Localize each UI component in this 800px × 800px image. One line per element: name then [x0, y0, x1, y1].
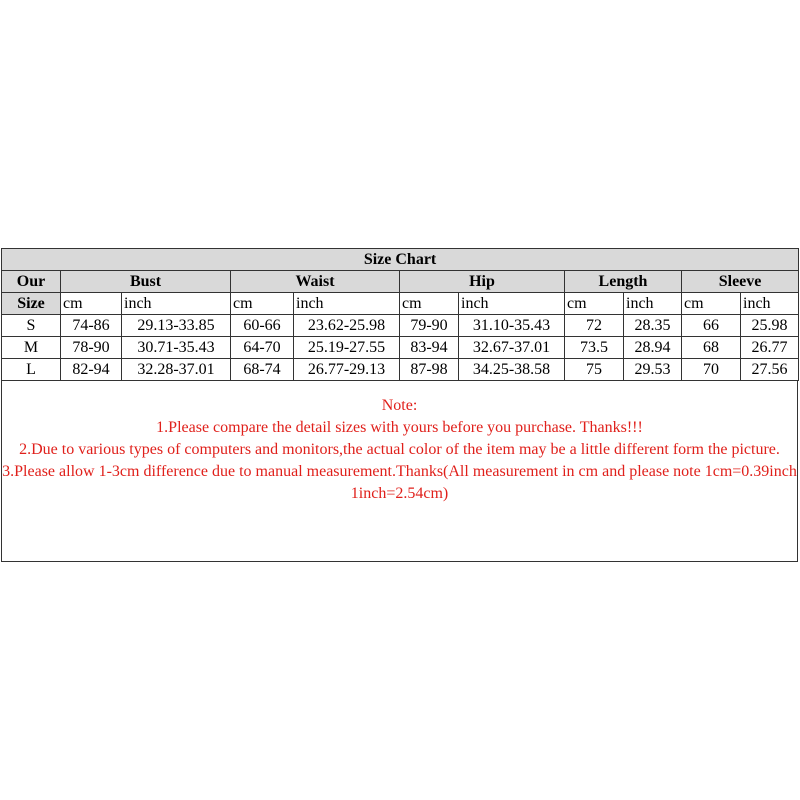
group-header-bust: Bust	[61, 271, 231, 293]
unit-inch: inch	[459, 293, 565, 315]
table-row	[2, 337, 799, 359]
table-cell: 79-90	[400, 315, 459, 337]
table-cell: 26.77-29.13	[294, 359, 400, 381]
group-header-sleeve: Sleeve	[682, 271, 799, 293]
table-cell: 25.98	[741, 315, 799, 337]
table-cell: 64-70	[231, 337, 294, 359]
table-cell: 70	[682, 359, 741, 381]
table-cell: 34.25-38.58	[459, 359, 565, 381]
unit-inch: inch	[122, 293, 231, 315]
table-cell: 74-86	[61, 315, 122, 337]
table-cell: 78-90	[61, 337, 122, 359]
unit-inch: inch	[294, 293, 400, 315]
table-cell: 75	[565, 359, 624, 381]
note-line-3: 3.Please allow 1-3cm difference due to manual measurement.Thanks(All measurement in cm and please note 1cm=0.39inch 1inch=2.54cm)	[2, 463, 797, 502]
table-cell: 66	[682, 315, 741, 337]
group-header-length: Length	[565, 271, 682, 293]
table-cell: 29.13-33.85	[122, 315, 231, 337]
size-cell: L	[2, 359, 61, 381]
size-cell: M	[2, 337, 61, 359]
group-header-hip: Hip	[400, 271, 565, 293]
unit-inch: inch	[741, 293, 799, 315]
unit-inch: inch	[624, 293, 682, 315]
title-row	[2, 249, 799, 271]
table-title: Size Chart	[2, 249, 799, 271]
size-header-bottom: Size	[2, 293, 61, 315]
table-cell: 30.71-35.43	[122, 337, 231, 359]
table-cell: 73.5	[565, 337, 624, 359]
table-cell: 26.77	[741, 337, 799, 359]
table-cell: 28.94	[624, 337, 682, 359]
group-header-row	[2, 271, 799, 293]
unit-header-row	[2, 293, 799, 315]
note-box	[1, 381, 798, 562]
size-table	[1, 248, 799, 381]
note-heading: Note:	[381, 397, 418, 414]
unit-cm: cm	[565, 293, 624, 315]
table-cell: 82-94	[61, 359, 122, 381]
size-cell: S	[2, 315, 61, 337]
table-cell: 32.28-37.01	[122, 359, 231, 381]
table-row	[2, 359, 799, 381]
size-header-top: Our	[2, 271, 61, 293]
table-cell: 68-74	[231, 359, 294, 381]
table-cell: 83-94	[400, 337, 459, 359]
unit-cm: cm	[231, 293, 294, 315]
table-cell: 27.56	[741, 359, 799, 381]
table-cell: 72	[565, 315, 624, 337]
table-cell: 25.19-27.55	[294, 337, 400, 359]
table-cell: 68	[682, 337, 741, 359]
note-line-1: 1.Please compare the detail sizes with yours before you purchase. Thanks!!!	[156, 419, 643, 436]
table-cell: 23.62-25.98	[294, 315, 400, 337]
table-row	[2, 315, 799, 337]
table-cell: 31.10-35.43	[459, 315, 565, 337]
table-cell: 32.67-37.01	[459, 337, 565, 359]
unit-cm: cm	[682, 293, 741, 315]
table-cell: 28.35	[624, 315, 682, 337]
size-chart	[1, 248, 798, 562]
group-header-waist: Waist	[231, 271, 400, 293]
table-cell: 87-98	[400, 359, 459, 381]
note-line-2: 2.Due to various types of computers and monitors,the actual color of the item may be a little different form the picture.	[19, 441, 780, 458]
unit-cm: cm	[61, 293, 122, 315]
unit-cm: cm	[400, 293, 459, 315]
table-cell: 60-66	[231, 315, 294, 337]
table-cell: 29.53	[624, 359, 682, 381]
